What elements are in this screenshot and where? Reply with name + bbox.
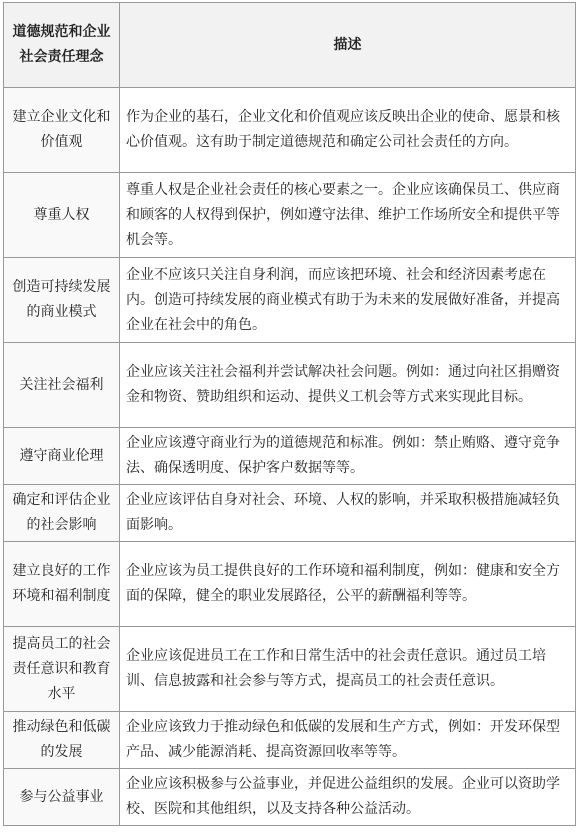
table-row bbox=[4, 485, 576, 542]
row-principle: 提高员工的社会责任意识和教育水平 bbox=[4, 627, 120, 712]
csr-table bbox=[3, 2, 576, 826]
row-principle: 关注社会福利 bbox=[4, 343, 120, 428]
row-principle: 建立企业文化和价值观 bbox=[4, 88, 120, 173]
row-description: 企业应该为员工提供良好的工作环境和福利制度，例如：健康和安全方面的保障，健全的职业发展路径，公平的薪酬福利等等。 bbox=[120, 542, 576, 627]
row-description: 企业应该促进员工在工作和日常生活中的社会责任意识。通过员工培训、信息披露和社会参与等方式，提高员工的社会责任意识。 bbox=[120, 627, 576, 712]
row-principle: 尊重人权 bbox=[4, 173, 120, 258]
row-principle: 确定和评估企业的社会影响 bbox=[4, 485, 120, 542]
table-row bbox=[4, 428, 576, 485]
table-row bbox=[4, 627, 576, 712]
row-description: 企业应该致力于推动绿色和低碳的发展和生产方式，例如：开发环保型产品、减少能源消耗、提高资源回收率等等。 bbox=[120, 712, 576, 769]
row-description: 企业应该遵守商业行为的道德规范和标准。例如：禁止贿赂、遵守竞争法、确保透明度、保护客户数据等等。 bbox=[120, 428, 576, 485]
table-row bbox=[4, 542, 576, 627]
table-row bbox=[4, 769, 576, 826]
header-description: 描述 bbox=[120, 3, 576, 88]
row-principle: 建立良好的工作环境和福利制度 bbox=[4, 542, 120, 627]
row-description: 企业应该评估自身对社会、环境、人权的影响，并采取积极措施减轻负面影响。 bbox=[120, 485, 576, 542]
table-row bbox=[4, 712, 576, 769]
row-description: 尊重人权是企业社会责任的核心要素之一。企业应该确保员工、供应商和顾客的人权得到保护，例如遵守法律、维护工作场所安全和提供平等机会等。 bbox=[120, 173, 576, 258]
table-header-row bbox=[4, 3, 576, 88]
header-principle: 道德规范和企业社会责任理念 bbox=[4, 3, 120, 88]
row-principle: 参与公益事业 bbox=[4, 769, 120, 826]
table-row bbox=[4, 343, 576, 428]
table-row bbox=[4, 88, 576, 173]
row-description: 企业应该关注社会福利并尝试解决社会问题。例如：通过向社区捐赠资金和物资、赞助组织和运动、提供义工机会等方式来实现此目标。 bbox=[120, 343, 576, 428]
row-principle: 推动绿色和低碳的发展 bbox=[4, 712, 120, 769]
row-description: 作为企业的基石，企业文化和价值观应该反映出企业的使命、愿景和核心价值观。这有助于制定道德规范和确定公司社会责任的方向。 bbox=[120, 88, 576, 173]
table-row bbox=[4, 258, 576, 343]
table-row bbox=[4, 173, 576, 258]
row-principle: 遵守商业伦理 bbox=[4, 428, 120, 485]
row-principle: 创造可持续发展的商业模式 bbox=[4, 258, 120, 343]
row-description: 企业不应该只关注自身利润，而应该把环境、社会和经济因素考虑在内。创造可持续发展的商业模式有助于为未来的发展做好准备，并提高企业在社会中的角色。 bbox=[120, 258, 576, 343]
row-description: 企业应该积极参与公益事业，并促进公益组织的发展。企业可以资助学校、医院和其他组织，以及支持各种公益活动。 bbox=[120, 769, 576, 826]
